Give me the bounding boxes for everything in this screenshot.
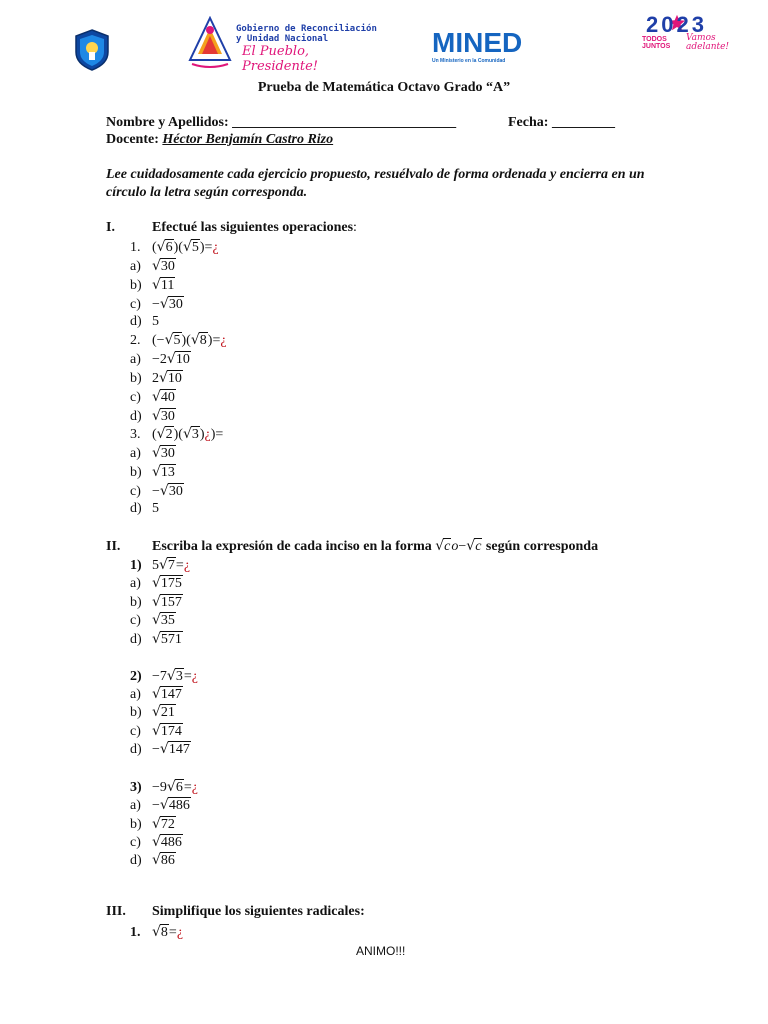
government-text-line2: y Unidad Nacional bbox=[236, 34, 329, 44]
answer-option[interactable] bbox=[130, 833, 183, 852]
coefficient: −2 bbox=[152, 352, 167, 367]
radical-sign-icon: √ bbox=[435, 538, 445, 554]
square-root bbox=[152, 593, 183, 612]
radicand: 175 bbox=[160, 576, 182, 591]
square-root: (√3) bbox=[178, 426, 205, 442]
item-label: 1. bbox=[130, 240, 141, 255]
radicand: 147 bbox=[168, 742, 190, 757]
square-root bbox=[160, 796, 191, 815]
date-field-line bbox=[508, 114, 615, 132]
radical-sign-icon: √ bbox=[156, 426, 166, 442]
radicand: 30 bbox=[160, 446, 175, 461]
item-label: d) bbox=[130, 853, 142, 868]
radical-sign-icon: √ bbox=[152, 631, 161, 647]
teacher-line bbox=[106, 131, 333, 149]
question-mark: ¿ bbox=[220, 333, 227, 348]
answer-option[interactable] bbox=[130, 369, 183, 388]
coefficient: 2 bbox=[152, 371, 159, 386]
answer-option[interactable] bbox=[130, 482, 184, 501]
item-label: b) bbox=[130, 465, 142, 480]
radical-sign-icon: √ bbox=[152, 924, 161, 940]
date-blank[interactable]: _________ bbox=[551, 115, 615, 130]
square-root bbox=[167, 350, 191, 369]
government-text-line1: Gobierno de Reconciliación bbox=[236, 24, 377, 34]
radical-sign-icon: √ bbox=[152, 277, 161, 293]
item-label: d) bbox=[130, 742, 142, 757]
radical-sign-icon: √ bbox=[466, 538, 476, 554]
minus-sign: − bbox=[152, 297, 160, 312]
item-label: b) bbox=[130, 817, 142, 832]
radical-sign-icon: √ bbox=[159, 483, 169, 499]
answer-option[interactable] bbox=[130, 593, 183, 612]
square-root bbox=[152, 833, 183, 852]
radical-sign-icon: √ bbox=[152, 816, 161, 832]
square-root bbox=[152, 574, 183, 593]
square-root bbox=[160, 740, 191, 759]
radical-sign-icon: √ bbox=[152, 594, 161, 610]
square-root: (√6) bbox=[152, 239, 179, 255]
radical-sign-icon: √ bbox=[164, 332, 174, 348]
closing: )= bbox=[210, 427, 224, 442]
radicand: 8 bbox=[160, 925, 168, 940]
radicand: 2 bbox=[165, 427, 173, 442]
answer-option[interactable] bbox=[130, 703, 176, 722]
item-label: b) bbox=[130, 595, 142, 610]
radicand: 13 bbox=[160, 465, 175, 480]
radical-sign-icon: √ bbox=[152, 852, 161, 868]
exercise-question: 1) 5√7=¿ bbox=[130, 557, 191, 573]
form-root-1 bbox=[435, 538, 451, 555]
minus-sign: − bbox=[152, 742, 160, 757]
radical-sign-icon: √ bbox=[152, 686, 161, 702]
item-label: b) bbox=[130, 371, 142, 386]
radical-sign-icon: √ bbox=[152, 464, 161, 480]
radicand: 21 bbox=[160, 705, 175, 720]
answer-option[interactable] bbox=[130, 851, 176, 870]
radicand: 30 bbox=[160, 409, 175, 424]
answer-option[interactable] bbox=[130, 722, 183, 741]
minus-sign: − bbox=[156, 333, 165, 348]
form-minus: − bbox=[458, 539, 467, 554]
radicand: 486 bbox=[168, 798, 190, 813]
answer-option[interactable] bbox=[130, 611, 176, 630]
radical-sign-icon: √ bbox=[152, 612, 161, 628]
coefficient: −9 bbox=[152, 780, 167, 795]
answer-option[interactable] bbox=[130, 463, 176, 482]
square-root bbox=[152, 703, 176, 722]
radical-sign-icon: √ bbox=[159, 741, 169, 757]
item-label: d) bbox=[130, 501, 142, 516]
item-label: c) bbox=[130, 297, 141, 312]
answer-option[interactable] bbox=[130, 313, 159, 331]
footer-message: ANIMO!!! bbox=[356, 944, 406, 958]
option-value: 5 bbox=[152, 501, 159, 516]
item-label: 3. bbox=[130, 427, 141, 442]
question-mark: ¿ bbox=[176, 925, 184, 940]
section-2-number: II. bbox=[106, 539, 121, 554]
page-title: Prueba de Matemática Octavo Grado “A” bbox=[257, 80, 511, 95]
section-3-number: III. bbox=[106, 904, 126, 919]
radical-sign-icon: √ bbox=[159, 296, 169, 312]
radicand: 571 bbox=[160, 632, 182, 647]
mined-subtitle: Un Ministerio en la Comunidad bbox=[432, 58, 506, 64]
mined-logo bbox=[432, 28, 522, 72]
item-label: d) bbox=[130, 632, 142, 647]
square-root bbox=[152, 611, 176, 630]
square-root bbox=[152, 388, 176, 407]
form-radicand-1: c bbox=[444, 539, 451, 554]
exercise-question: 2. (−√5)(√8)=¿ bbox=[130, 332, 227, 348]
answer-option[interactable] bbox=[130, 388, 176, 407]
radical-sign-icon: √ bbox=[190, 332, 200, 348]
radicand: 147 bbox=[160, 687, 182, 702]
instructions: Lee cuidadosamente cada ejercicio propuesto, resuélvalo de forma ordenada y encierra en un círculo la letra según corresponda. bbox=[106, 167, 645, 200]
radicand: 486 bbox=[160, 835, 182, 850]
radicand: 10 bbox=[167, 371, 182, 386]
item-label: a) bbox=[130, 352, 141, 367]
teacher-label: Docente: bbox=[106, 132, 159, 147]
radical-sign-icon: √ bbox=[152, 575, 161, 591]
section-2-heading bbox=[106, 538, 598, 555]
name-field-line bbox=[106, 114, 456, 132]
square-root bbox=[152, 276, 175, 295]
exercise-question: 3) −9√6=¿ bbox=[130, 779, 198, 795]
radical-sign-icon: √ bbox=[152, 258, 161, 274]
answer-option[interactable] bbox=[130, 257, 176, 276]
radicand: 86 bbox=[160, 853, 175, 868]
square-root bbox=[152, 851, 176, 870]
item-label: a) bbox=[130, 259, 141, 274]
square-root bbox=[152, 444, 176, 463]
item-label: b) bbox=[130, 705, 142, 720]
name-blank[interactable]: ________________________________ bbox=[232, 115, 457, 130]
year-2023-slogan: Vamos adelante! bbox=[686, 33, 730, 52]
answer-option[interactable] bbox=[130, 295, 184, 314]
minus-sign: − bbox=[152, 798, 160, 813]
radical-sign-icon: √ bbox=[166, 668, 176, 684]
radical-sign-icon: √ bbox=[182, 239, 192, 255]
radical-sign-icon: √ bbox=[152, 704, 161, 720]
radical-sign-icon: √ bbox=[166, 351, 176, 367]
radicand: 72 bbox=[160, 817, 175, 832]
coefficient: 5 bbox=[152, 558, 159, 573]
radical-sign-icon: √ bbox=[182, 426, 192, 442]
section-1-title: Efectué las siguientes operaciones bbox=[152, 220, 354, 235]
item-label: b) bbox=[130, 278, 142, 293]
question-mark: ¿ bbox=[212, 240, 219, 255]
radicand: 5 bbox=[191, 240, 199, 255]
teacher-name: Héctor Benjamín Castro Rizo bbox=[162, 132, 334, 147]
minus-sign: − bbox=[152, 484, 160, 499]
exercise-question: 2) −7√3=¿ bbox=[130, 668, 198, 684]
square-root bbox=[167, 667, 184, 686]
radicand: 10 bbox=[175, 352, 190, 367]
question-mark: ¿ bbox=[191, 669, 198, 684]
item-label: 2. bbox=[130, 333, 141, 348]
square-root bbox=[160, 482, 184, 501]
square-root bbox=[167, 778, 184, 797]
exercise-question bbox=[130, 425, 223, 444]
question-mark: ¿ bbox=[204, 427, 211, 442]
radical-sign-icon: √ bbox=[159, 797, 169, 813]
square-root bbox=[159, 556, 176, 575]
square-root bbox=[160, 295, 184, 314]
radicand: 30 bbox=[168, 484, 183, 499]
form-radicand-2: c bbox=[475, 539, 482, 554]
item-label: a) bbox=[130, 798, 141, 813]
radicand: 7 bbox=[167, 558, 175, 573]
radicand: 3 bbox=[175, 669, 183, 684]
radical-sign-icon: √ bbox=[159, 557, 168, 573]
square-root bbox=[152, 923, 169, 942]
answer-option[interactable] bbox=[130, 500, 159, 518]
square-root: (−√5) bbox=[152, 332, 187, 348]
radicand: 6 bbox=[175, 780, 183, 795]
square-root bbox=[152, 407, 176, 426]
date-label: Fecha: bbox=[508, 115, 549, 130]
item-label: 1) bbox=[130, 558, 142, 573]
section-1-colon: : bbox=[353, 220, 357, 235]
answer-option[interactable] bbox=[130, 685, 183, 704]
section-2-title-end: según corresponda bbox=[485, 539, 599, 554]
section-3-heading bbox=[106, 904, 365, 920]
item-label: c) bbox=[130, 835, 141, 850]
answer-option[interactable] bbox=[130, 276, 175, 295]
radicand: 11 bbox=[160, 278, 175, 293]
item-label: a) bbox=[130, 576, 141, 591]
square-root bbox=[152, 685, 183, 704]
year-2023-number: 2023 bbox=[646, 12, 707, 37]
year-2023-logo bbox=[640, 14, 740, 54]
radicand: 8 bbox=[199, 333, 207, 348]
radical-sign-icon: √ bbox=[152, 389, 161, 405]
square-root: (√5) bbox=[178, 239, 205, 255]
radicand: 3 bbox=[191, 427, 199, 442]
government-logo bbox=[188, 16, 388, 72]
answer-option[interactable] bbox=[130, 815, 176, 834]
answer-option[interactable] bbox=[130, 407, 176, 426]
answer-option[interactable] bbox=[130, 796, 191, 815]
square-root bbox=[159, 369, 183, 388]
square-root bbox=[152, 815, 176, 834]
year-2023-text: TODOS JUNTOS bbox=[642, 36, 671, 50]
section-3-title: Simplifique los siguientes radicales: bbox=[152, 904, 365, 919]
form-o: o bbox=[451, 539, 459, 554]
radical-sign-icon: √ bbox=[152, 408, 161, 424]
square-root bbox=[152, 257, 176, 276]
radicand: 6 bbox=[165, 240, 173, 255]
answer-option[interactable] bbox=[130, 444, 176, 463]
radical-sign-icon: √ bbox=[152, 445, 161, 461]
government-text bbox=[236, 24, 377, 44]
item-label: c) bbox=[130, 724, 141, 739]
radical-sign-icon: √ bbox=[166, 779, 176, 795]
item-label: c) bbox=[130, 613, 141, 628]
square-root bbox=[152, 722, 183, 741]
option-value: 5 bbox=[152, 314, 159, 329]
answer-option[interactable] bbox=[130, 630, 183, 649]
volcano-triangle-icon bbox=[188, 16, 232, 68]
coefficient: −7 bbox=[152, 669, 167, 684]
item-label: a) bbox=[130, 446, 141, 461]
government-slogan: El Pueblo, Presidente! bbox=[242, 44, 319, 74]
item-label: 3) bbox=[130, 780, 142, 795]
answer-option[interactable] bbox=[130, 574, 183, 593]
square-root bbox=[152, 630, 183, 649]
answer-option[interactable] bbox=[130, 350, 191, 369]
item-label: d) bbox=[130, 314, 142, 329]
square-root: (√2) bbox=[152, 426, 179, 442]
form-root-2 bbox=[466, 538, 482, 555]
radicand: 30 bbox=[168, 297, 183, 312]
mined-title: MINED bbox=[432, 27, 523, 58]
radicand: 157 bbox=[160, 595, 182, 610]
school-shield-logo bbox=[74, 28, 110, 72]
section-1-number: I. bbox=[106, 220, 115, 235]
item-label: 2) bbox=[130, 669, 142, 684]
square-root bbox=[152, 463, 176, 482]
section-1-heading bbox=[106, 220, 357, 236]
radical-sign-icon: √ bbox=[152, 723, 161, 739]
radicand: 5 bbox=[173, 333, 181, 348]
radical-sign-icon: √ bbox=[156, 239, 166, 255]
radicand: 40 bbox=[160, 390, 175, 405]
question-mark: ¿ bbox=[191, 780, 198, 795]
question-mark: ¿ bbox=[183, 558, 191, 573]
radicand: 30 bbox=[160, 259, 175, 274]
item-label: c) bbox=[130, 390, 141, 405]
radical-sign-icon: √ bbox=[152, 834, 161, 850]
square-root: (√8) bbox=[186, 332, 213, 348]
item-label: a) bbox=[130, 687, 141, 702]
item-label: 1. bbox=[130, 925, 141, 940]
section-2-title: Escriba la expresión de cada inciso en la forma bbox=[152, 539, 432, 554]
radical-sign-icon: √ bbox=[159, 370, 168, 386]
exercise-question: 1. √8=¿ bbox=[130, 924, 184, 940]
radicand: 35 bbox=[160, 613, 175, 628]
name-label: Nombre y Apellidos: bbox=[106, 115, 229, 130]
exercise-question: 1. (√6)(√5)=¿ bbox=[130, 239, 219, 255]
answer-option[interactable] bbox=[130, 740, 191, 759]
radicand: 174 bbox=[160, 724, 182, 739]
item-label: c) bbox=[130, 484, 141, 499]
item-label: d) bbox=[130, 409, 142, 424]
